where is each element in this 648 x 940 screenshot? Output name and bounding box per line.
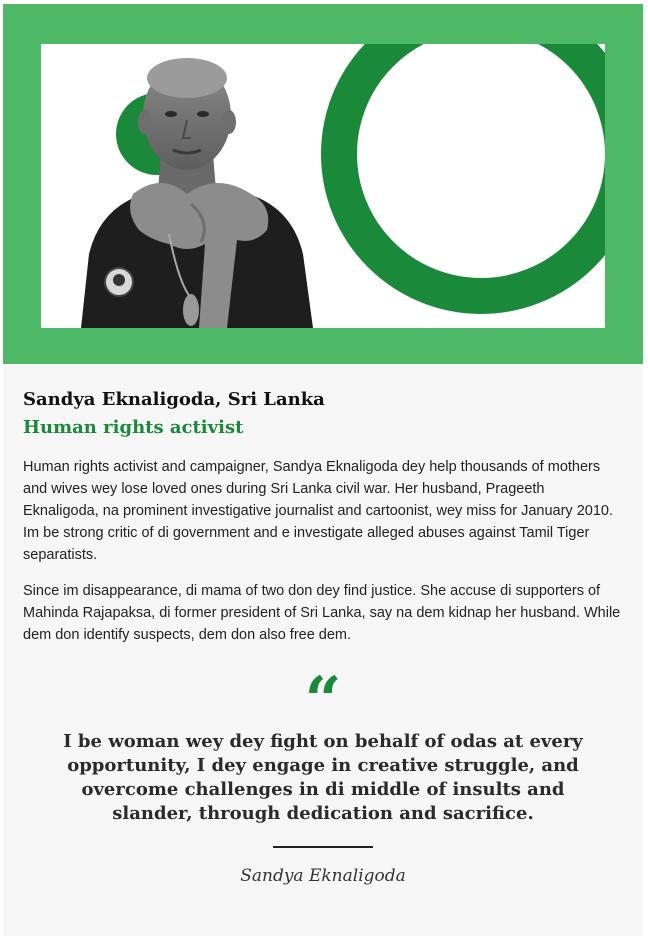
profile-name: Sandya Eknaligoda, Sri Lanka bbox=[23, 389, 325, 410]
profile-text bbox=[23, 386, 623, 660]
hero-image-frame bbox=[41, 44, 605, 328]
profile-role: Human rights activist bbox=[23, 417, 244, 438]
quote-divider bbox=[273, 846, 373, 848]
quote-attribution: Sandya Eknaligoda bbox=[240, 866, 406, 886]
ring-shape bbox=[339, 44, 605, 296]
quote-mark-icon: “ bbox=[304, 663, 342, 738]
profile-card bbox=[3, 4, 643, 936]
hero-banner bbox=[3, 4, 643, 364]
bio-paragraph-2: Since im disappearance, di mama of two don dey find justice. She accuse di supporters of Mahinda Rajapaksa, di former president of Sri Lanka, say na dem kidnap her husband. While dem don identify suspects, dem don also free dem. bbox=[23, 583, 621, 643]
bio-paragraph-1: Human rights activist and campaigner, Sandya Eknaligoda dey help thousands of mothers and wives wey lose loved ones during Sri Lanka civil war. Her husband, Prageeth Eknaligoda, na prominent investigative journalist and cartoonist, wey miss for January 2010. Im be strong critic of di government and e investigate alleged abuses against Tamil Tiger separatists. bbox=[23, 459, 613, 563]
pull-quote bbox=[63, 663, 583, 886]
portrait-photo bbox=[41, 44, 327, 328]
quote-text: I be woman wey dey fight on behalf of odas at every opportunity, I dey engage in creative struggle, and overcome challenges in di middle of insults and slander, through dedication and sacrifice. bbox=[63, 731, 583, 824]
